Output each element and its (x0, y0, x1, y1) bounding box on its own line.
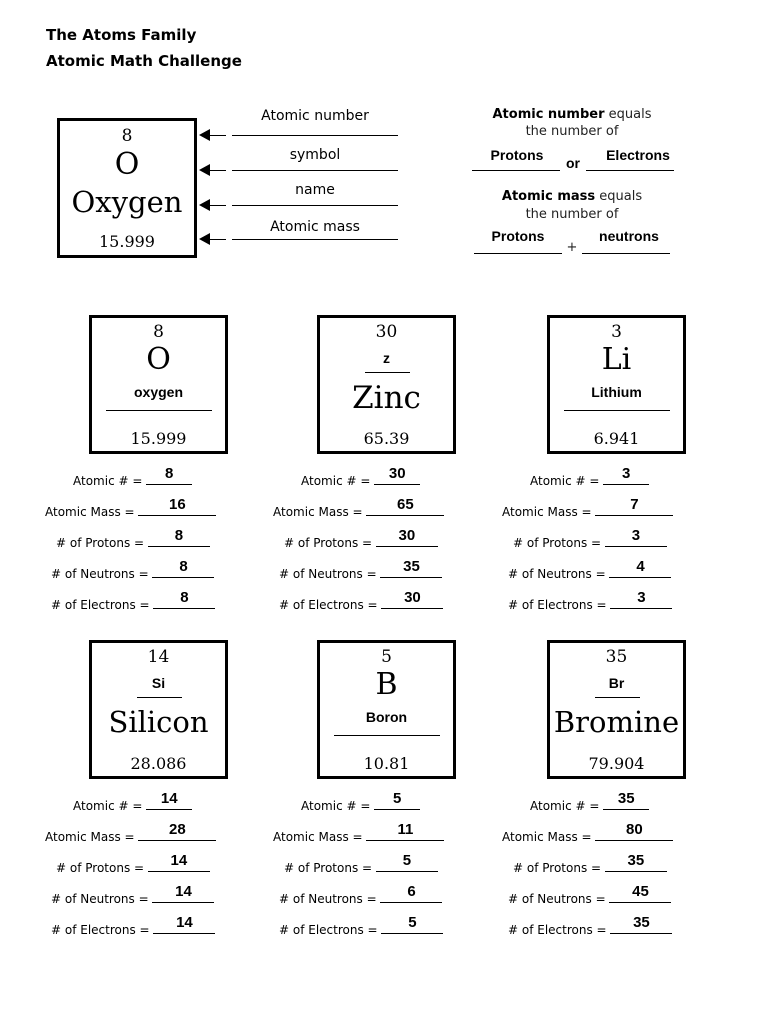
rule1-line2: the number of (525, 124, 619, 139)
tile-atomic-mass: 10.81 (363, 754, 410, 773)
answer-value: 11 (397, 821, 414, 838)
answer-blank[interactable] (366, 821, 444, 841)
tile-atomic-mass: 15.999 (130, 429, 187, 448)
question-protons (513, 852, 667, 875)
question-label: Atomic Mass = (273, 830, 367, 844)
answer-value: 30 (404, 589, 421, 606)
rule2-answer-protons: Protons (491, 228, 545, 244)
answer-value: 3 (622, 465, 631, 482)
question-atomic-num (530, 790, 649, 813)
question-atomic-mass (502, 496, 673, 519)
answer-blank[interactable] (376, 852, 438, 872)
answer-value: 35 (633, 914, 650, 931)
answer-value: 5 (393, 790, 402, 807)
name-blank-line (334, 735, 440, 736)
tile-name: Silicon (108, 705, 209, 739)
question-atomic-num (301, 790, 420, 813)
question-atomic-mass (45, 821, 216, 844)
question-atomic-num (73, 790, 192, 813)
question-electrons (508, 589, 672, 612)
tile-name-written: Lithium (591, 384, 642, 400)
question-protons (513, 527, 667, 550)
answer-blank[interactable] (374, 465, 420, 485)
answer-blank[interactable] (609, 558, 671, 578)
tile-atomic-mass: 65.39 (363, 429, 410, 448)
key-name: Oxygen (71, 185, 183, 219)
question-label: # of Protons = (513, 536, 605, 550)
tile-symbol: Li (601, 342, 632, 377)
question-label: # of Neutrons = (508, 892, 610, 906)
symbol-blank-line (365, 372, 410, 373)
answer-blank[interactable] (381, 914, 443, 934)
question-protons (284, 527, 438, 550)
question-label: # of Electrons = (279, 923, 382, 937)
answer-value: 35 (627, 852, 645, 869)
answer-value: 6 (407, 883, 416, 900)
answer-blank[interactable] (374, 790, 420, 810)
question-label: # of Neutrons = (508, 567, 610, 581)
question-label: Atomic Mass = (502, 830, 596, 844)
question-atomic-mass (502, 821, 673, 844)
question-label: # of Protons = (513, 861, 605, 875)
tile-atomic-number: 3 (611, 322, 622, 342)
rule1-answer-electrons: Electrons (606, 147, 670, 163)
element-tile-boron (317, 640, 456, 779)
label-symbol: symbol (289, 147, 341, 163)
answer-value: 16 (169, 496, 186, 513)
question-label: # of Neutrons = (51, 567, 153, 581)
question-electrons (508, 914, 672, 937)
question-electrons (279, 914, 443, 937)
tile-symbol-written: Br (608, 675, 625, 691)
answer-blank[interactable] (138, 821, 216, 841)
answer-value: 8 (174, 527, 184, 544)
element-tile-zinc (317, 315, 456, 454)
blank-line (474, 253, 562, 254)
answer-value: 8 (180, 589, 189, 606)
element-tile-silicon (89, 640, 228, 779)
answer-blank[interactable] (380, 883, 442, 903)
rule1-answer-protons: Protons (490, 147, 544, 163)
question-label: Atomic Mass = (502, 505, 596, 519)
tile-atomic-number: 14 (147, 647, 170, 667)
answer-value: 30 (388, 465, 406, 482)
question-label: Atomic # = (73, 474, 147, 488)
answer-blank[interactable] (153, 914, 215, 934)
answer-blank[interactable] (595, 821, 673, 841)
question-label: # of Protons = (284, 861, 376, 875)
tile-symbol: B (375, 667, 398, 702)
tile-symbol: O (146, 342, 171, 377)
answer-value: 5 (408, 914, 417, 931)
label-line (232, 239, 398, 240)
rule2-line2: the number of (525, 207, 619, 222)
question-label: Atomic # = (73, 799, 147, 813)
element-tile-bromine (547, 640, 686, 779)
question-label: # of Neutrons = (51, 892, 153, 906)
question-neutrons (51, 558, 214, 581)
element-tile-lithium (547, 315, 686, 454)
question-atomic-num (301, 465, 420, 488)
key-atomic-number: 8 (121, 126, 133, 146)
tile-name: Zinc (352, 380, 421, 416)
question-label: # of Protons = (284, 536, 376, 550)
blank-line (582, 253, 670, 254)
name-blank-line (106, 410, 212, 411)
blank-line (472, 170, 560, 171)
arrow-shaft (210, 205, 226, 206)
answer-value: 7 (630, 496, 639, 513)
answer-blank[interactable] (146, 790, 192, 810)
answer-blank[interactable] (609, 883, 671, 903)
question-label: Atomic # = (530, 799, 604, 813)
rule2-plus: + (566, 240, 578, 255)
key-atomic-mass: 15.999 (99, 232, 155, 251)
answer-blank[interactable] (603, 465, 649, 485)
tile-atomic-number: 30 (375, 322, 398, 342)
question-neutrons (508, 558, 671, 581)
answer-value: 28 (169, 821, 186, 838)
answer-value: 3 (631, 527, 641, 544)
arrow-left-icon (199, 164, 210, 176)
symbol-blank-line (595, 697, 640, 698)
question-atomic-mass (45, 496, 216, 519)
question-protons (56, 852, 210, 875)
question-label: # of Neutrons = (279, 567, 381, 581)
question-label: # of Electrons = (508, 598, 611, 612)
label-line (232, 170, 398, 171)
tile-symbol-written: z (383, 350, 390, 366)
question-label: # of Electrons = (51, 598, 154, 612)
rule1-line1: Atomic number equals (492, 107, 652, 122)
blank-line (586, 170, 674, 171)
answer-value: 80 (626, 821, 643, 838)
label-line (232, 205, 398, 206)
answer-blank[interactable] (152, 883, 214, 903)
question-label: # of Protons = (56, 861, 148, 875)
worksheet-title: The Atoms Family (46, 26, 197, 44)
key-symbol: O (114, 147, 140, 182)
answer-blank[interactable] (148, 852, 210, 872)
question-protons (284, 852, 438, 875)
question-label: Atomic Mass = (45, 830, 139, 844)
answer-blank[interactable] (148, 527, 210, 547)
worksheet-subtitle: Atomic Math Challenge (46, 52, 242, 70)
question-protons (56, 527, 210, 550)
arrow-shaft (210, 135, 226, 136)
tile-atomic-number: 8 (153, 322, 164, 342)
answer-value: 14 (175, 883, 192, 900)
question-electrons (279, 589, 443, 612)
answer-value: 5 (402, 852, 412, 869)
symbol-blank-line (137, 697, 182, 698)
answer-blank[interactable] (595, 496, 673, 516)
name-blank-line (564, 410, 670, 411)
tile-symbol-written: Si (151, 675, 166, 691)
answer-value: 35 (403, 558, 420, 575)
rule2-line1: Atomic mass equals (501, 189, 643, 204)
answer-value: 14 (160, 790, 178, 807)
answer-blank[interactable] (603, 790, 649, 810)
question-label: # of Neutrons = (279, 892, 381, 906)
question-label: Atomic Mass = (45, 505, 139, 519)
answer-blank[interactable] (153, 589, 215, 609)
element-tile-oxygen (89, 315, 228, 454)
question-label: Atomic Mass = (273, 505, 367, 519)
rule2-answer-neutrons: neutrons (599, 228, 659, 244)
tile-name: Bromine (553, 705, 680, 739)
key-element-tile (57, 118, 197, 258)
answer-value: 45 (632, 883, 649, 900)
answer-value: 65 (397, 496, 414, 513)
question-label: # of Protons = (56, 536, 148, 550)
answer-value: 35 (617, 790, 635, 807)
tile-name-written: Boron (365, 709, 408, 725)
question-electrons (51, 914, 215, 937)
question-electrons (51, 589, 215, 612)
question-neutrons (279, 883, 442, 906)
arrow-shaft (210, 239, 226, 240)
tile-name-written: oxygen (133, 384, 183, 400)
tile-atomic-number: 35 (605, 647, 628, 667)
answer-blank[interactable] (146, 465, 192, 485)
answer-blank[interactable] (152, 558, 214, 578)
answer-blank[interactable] (610, 914, 672, 934)
question-neutrons (508, 883, 671, 906)
answer-value: 14 (176, 914, 193, 931)
question-neutrons (51, 883, 214, 906)
answer-blank[interactable] (366, 496, 444, 516)
question-atomic-mass (273, 821, 444, 844)
tile-atomic-mass: 6.941 (593, 429, 640, 448)
tile-atomic-number: 5 (381, 647, 392, 667)
answer-value: 14 (170, 852, 188, 869)
tile-atomic-mass: 79.904 (588, 754, 645, 773)
answer-value: 8 (165, 465, 174, 482)
label-name: name (295, 182, 335, 198)
rule1-or: or (566, 155, 580, 171)
answer-value: 8 (179, 558, 188, 575)
question-atomic-num (530, 465, 649, 488)
arrow-left-icon (199, 199, 210, 211)
tile-atomic-mass: 28.086 (130, 754, 187, 773)
answer-blank[interactable] (610, 589, 672, 609)
answer-value: 4 (636, 558, 645, 575)
label-atomic-mass: Atomic mass (270, 219, 360, 235)
question-label: Atomic # = (530, 474, 604, 488)
question-label: # of Electrons = (279, 598, 382, 612)
answer-blank[interactable] (605, 527, 667, 547)
question-label: Atomic # = (301, 799, 375, 813)
answer-blank[interactable] (380, 558, 442, 578)
arrow-shaft (210, 170, 226, 171)
answer-blank[interactable] (376, 527, 438, 547)
question-label: # of Electrons = (508, 923, 611, 937)
answer-blank[interactable] (381, 589, 443, 609)
question-neutrons (279, 558, 442, 581)
answer-value: 3 (637, 589, 646, 606)
answer-blank[interactable] (605, 852, 667, 872)
question-atomic-num (73, 465, 192, 488)
answer-value: 30 (398, 527, 416, 544)
arrow-left-icon (199, 129, 210, 141)
label-line (232, 135, 398, 136)
question-atomic-mass (273, 496, 444, 519)
question-label: # of Electrons = (51, 923, 154, 937)
label-atomic-number: Atomic number (261, 108, 369, 124)
answer-blank[interactable] (138, 496, 216, 516)
arrow-left-icon (199, 233, 210, 245)
question-label: Atomic # = (301, 474, 375, 488)
